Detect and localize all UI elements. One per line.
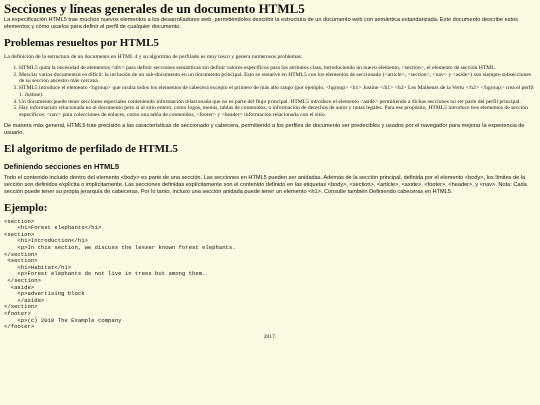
code-example: <section> <h1>Forest elephants</h1> <section> <h1>Introduction</h1> <p>In this section, we discuss the lesser known forest elephants. </section> <section> <h1>Habitat</h1> <p>Forest elephants do not live in trees but among them. </section> <aside> <p>advertising block </aside> </section> <footer> <p>(c) 2010 The Example company </footer> <box>4 217 236 331</box>
list-item: 2. Mezclar varios documentos es difícil: la inclusión de un sub-documento en un documento principal. Esto se resuelve en HTML5 con los elementos de seccionado (<article>, <section>, <nav> y <aside>) son siempre subsecciones de su sección ancestro más cercana. <box>19 72 536 85</box>
list-item: 3. HTML5 introduce el elemento <hgroup> que oculta todos los elementos de cabecera excepto el primero de más alto rango (por ejemplo, <hgroup> <h1> Justine </h1> <h2> Les Malheurs de la Vertu </h2> </hgroup> crea el perfil 1. Justine). <box>19 85 536 98</box>
list-item: 1. HTML5 quita la necesidad de elementos <div> para definir secciones semánticas sin definir valores específicos para los atributos class, introduciendo un nuevo elemento, <section>, el elemento de sección HTML. <box>19 65 536 72</box>
algorithm-heading: El algoritmo de perfilado de HTML5 <box>4 142 178 155</box>
problems-list <box>4 65 536 119</box>
list-item: 5. Hay información relacionada no al documento pero sí al sitio entero, como logos, menús, tablas de contenidos, o información de derechos de autor y notas legales. Para ese propósito, HTML5 introduce tres elementos de sección específicos: <nav> para colecciones de enlaces, como una tabla de contenidos, <footer> y <header> información relacionada con el sitio. <box>19 105 536 118</box>
problems-lead: La definición de la estructura de un documento en HTML 4 y su algoritmo de perfilado es muy tosco y genera numerosos problemas: <box>4 54 303 60</box>
algorithm-subheading: Definiendo secciones en HTML5 <box>4 161 120 171</box>
footer-year: 2017. <box>263 333 277 340</box>
problems-heading: Problemas resueltos por HTML5 <box>4 37 159 49</box>
example-heading: Ejemplo: <box>4 201 48 214</box>
page-title: Secciones y líneas generales de un documento HTML5 <box>4 1 305 16</box>
algorithm-body: Todo el contenido incluido dentro del elemento <body> es parte de una sección. Las secciones en HTML5 pueden ser anidadas. Además de la sección principal, definida por el elemento <body>, los límites de la sección son definidos explícita o implícitamente. Las secciones definidas explícitamente son el contenido definido en las etiquetas <body>, <section>, <article>, <aside>, <footer>, <header>, y <nav>. Nota: Cada sección puede tener su propia jerarquía de cabeceras. Por lo tanto, incluso una sección anidada puede tener un elemento <h1>. Consulte también Definiendo cabeceras en HTML5. <box>4 174 527 195</box>
list-item: 4. Un documento puede tener secciones especiales conteniendo información relacionada que no es parte del flujo principal. HTML5 introduce el elemento <aside> permitiendo a dichas secciones no ser parte del perfil principal. <box>19 99 536 106</box>
problems-conclusion: De manera más general, HTML5 trae precisión a las características de seccionado y cabecera, permitiendo a los perfiles de documento ser predecibles y usados por el navegador para mejorar la experiencia de usuario. <box>4 122 525 136</box>
intro-paragraph: La especificación HTML5 trae muchos nuevos elementos a los desarrolladores web, permitiéndoles describir la estructura de un documento web con semántica estandarizada. Este documento describe estos elementos y cómo usarlos para definir el perfil de cualquier documento. <box>4 17 518 30</box>
